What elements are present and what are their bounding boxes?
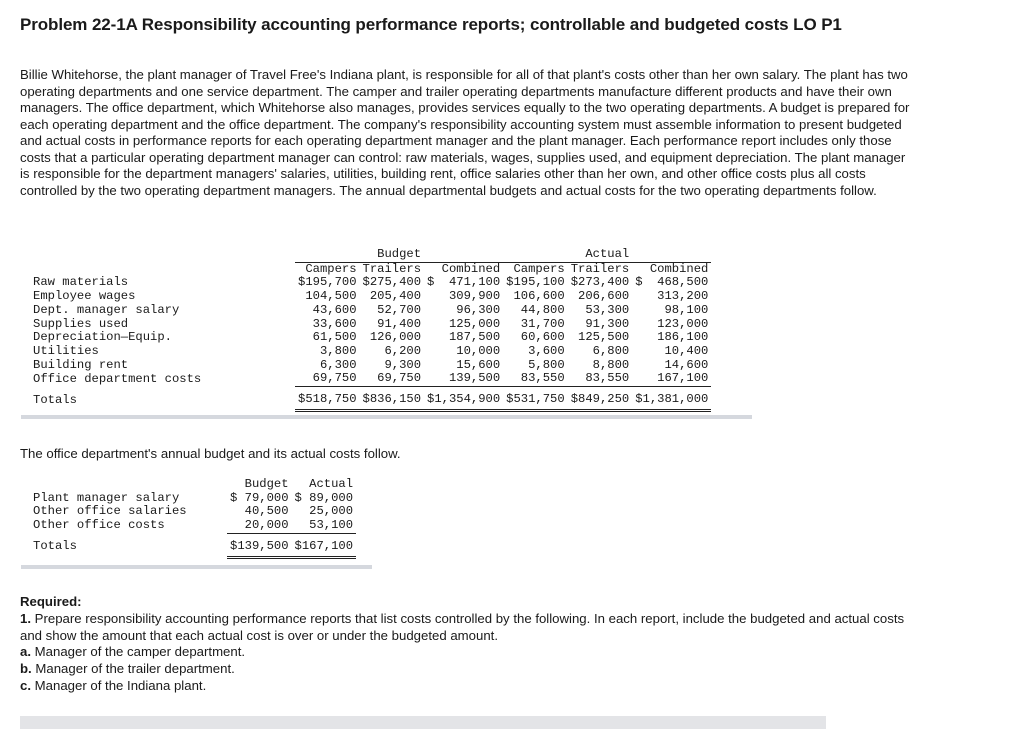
col-header: Budget (244, 477, 289, 491)
cell: 52,700 (377, 302, 422, 317)
cell: $195,700 (298, 275, 357, 290)
item-text: Prepare responsibility accounting performance reports that list costs controlled by the following. In each report, include the budgeted and actual costs and show the amount that each actual cost is over or under the budgeted amount. (20, 610, 905, 643)
cell: 9,300 (384, 357, 422, 372)
table-row (21, 359, 711, 373)
table-row (21, 505, 356, 519)
cell: $ 89,000 (294, 490, 354, 505)
cell: $531,750 (503, 387, 568, 411)
required-item-1 (20, 611, 920, 645)
row-label: Depreciation—Equip. (33, 330, 172, 345)
table-row (21, 304, 711, 318)
item-letter: c. (20, 677, 31, 693)
cell: 6,300 (319, 357, 357, 372)
totals-row (21, 387, 711, 411)
cell: 123,000 (657, 316, 709, 331)
table-group-header-row (21, 248, 711, 262)
required-heading: Required: (20, 594, 82, 609)
required-section (20, 594, 920, 695)
col-header: Campers (513, 261, 565, 276)
row-label: Raw materials (33, 275, 129, 290)
row-label: Totals (33, 392, 77, 407)
row-label: Office department costs (33, 371, 202, 386)
row-label: Dept. manager salary (33, 302, 180, 317)
table-row (21, 345, 711, 359)
row-label: Employee wages (33, 289, 136, 304)
row-label: Utilities (33, 343, 99, 358)
answer-area-bar (20, 716, 826, 729)
budget-group-header: Budget (295, 248, 503, 262)
cell: 69,750 (295, 372, 360, 386)
col-header: Combined (649, 261, 709, 276)
cell: 205,400 (369, 289, 422, 304)
cell: 61,500 (312, 330, 357, 345)
cell: 83,550 (503, 372, 568, 386)
required-item-c (20, 678, 920, 695)
table-row (21, 372, 711, 386)
cell: 104,500 (305, 289, 357, 304)
cell: $1,354,900 (424, 387, 503, 411)
row-label: Totals (33, 539, 77, 554)
col-header: Combined (441, 261, 501, 276)
col-header: Trailers (362, 261, 422, 276)
intro-paragraph: Billie Whitehorse, the plant manager of Travel Free's Indiana plant, is responsible for all of that plant's costs other than her own salary. The plant has two operating departments and one service department. The camper and trailer operating departments manufacture different products and have their own managers. The office department, which Whitehorse also manages, provides services equally to the two operating departments. A budget is prepared for each operating department and the office department. The company's responsibility accounting system must assemble information to present budgeted and actual costs in performance reports for each operating department manager and the plant manager. Each performance report includes only those costs that a particular operating department manager can control: raw materials, wages, supplies used, and equipment depreciation. The plant manager is responsible for the department managers' salaries, utilities, building rent, office salaries other than her own, and other office costs plus all costs controlled by the two operating department managers. The annual departmental budgets and actual costs for the two operating departments follow. (20, 67, 910, 198)
cell: 98,100 (664, 302, 709, 317)
cell: 53,100 (292, 519, 357, 533)
cell: 53,300 (585, 302, 630, 317)
office-costs-table (21, 478, 356, 559)
cell: 125,000 (448, 316, 501, 331)
actual-group-header: Actual (503, 248, 711, 262)
table-row (21, 276, 711, 290)
cell: $ 468,500 (635, 275, 709, 290)
cell: 126,000 (369, 330, 422, 345)
cell: $275,400 (362, 275, 422, 290)
cell: 44,800 (520, 302, 565, 317)
item-text: Manager of the camper department. (34, 644, 246, 660)
col-header: Actual (309, 477, 354, 491)
row-label: Plant manager salary (33, 490, 180, 505)
cell: $167,100 (292, 533, 357, 557)
cell: 8,800 (592, 357, 630, 372)
department-costs-table (21, 248, 711, 412)
cell: 25,000 (309, 504, 354, 519)
table-column-header-row (21, 262, 711, 276)
cell: 3,600 (528, 343, 565, 358)
cell: $139,500 (227, 533, 292, 557)
item-letter: a. (20, 644, 31, 660)
cell: 125,500 (578, 330, 630, 345)
cell: 91,400 (377, 316, 422, 331)
cell: 10,400 (664, 343, 709, 358)
cell: $849,250 (568, 387, 633, 411)
cell: 33,600 (312, 316, 357, 331)
required-item-a (20, 644, 920, 661)
cell: $ 471,100 (427, 275, 501, 290)
table-column-header-row (21, 478, 356, 492)
cell: 187,500 (448, 330, 501, 345)
cell: 167,100 (632, 372, 711, 386)
row-label: Supplies used (33, 316, 129, 331)
cell: 186,100 (657, 330, 709, 345)
item-letter: b. (20, 661, 32, 677)
cell: 10,000 (456, 343, 501, 358)
table-row (21, 519, 356, 533)
col-header: Trailers (570, 261, 630, 276)
cell: $ 79,000 (230, 490, 289, 505)
col-header: Campers (305, 261, 357, 276)
cell: 40,500 (244, 504, 289, 519)
cell: 96,300 (456, 302, 501, 317)
cell: $195,100 (506, 275, 565, 290)
row-label: Other office salaries (33, 504, 187, 519)
row-label: Other office costs (33, 518, 165, 533)
cell: 106,600 (513, 289, 565, 304)
row-label: Building rent (33, 357, 129, 372)
problem-title: Problem 22-1A Responsibility accounting performance reports; controllable and budgeted costs LO P1 (20, 15, 842, 34)
item-text: Manager of the trailer department. (35, 661, 235, 677)
table-row (21, 290, 711, 304)
totals-row (21, 533, 356, 557)
cell: 139,500 (424, 372, 503, 386)
item-number: 1. (20, 610, 31, 626)
cell: 5,800 (528, 357, 565, 372)
office-intro-text: The office department's annual budget and its actual costs follow. (20, 446, 401, 461)
cell: 309,900 (448, 289, 501, 304)
cell: $836,150 (360, 387, 425, 411)
cell: 69,750 (360, 372, 425, 386)
cell: 60,600 (520, 330, 565, 345)
table-row (21, 331, 711, 345)
required-item-b (20, 661, 920, 678)
cell: $518,750 (295, 387, 360, 411)
cell: $273,400 (570, 275, 630, 290)
cell: 206,600 (578, 289, 630, 304)
table-row (21, 492, 356, 506)
cell: 6,200 (384, 343, 422, 358)
cell: 83,550 (568, 372, 633, 386)
cell: $1,381,000 (632, 387, 711, 411)
cell: 14,600 (664, 357, 709, 372)
table-row (21, 318, 711, 332)
item-text: Manager of the Indiana plant. (34, 677, 207, 693)
cell: 3,800 (319, 343, 357, 358)
cell: 91,300 (585, 316, 630, 331)
cell: 43,600 (312, 302, 357, 317)
cell: 31,700 (520, 316, 565, 331)
cell: 20,000 (227, 519, 292, 533)
cell: 15,600 (456, 357, 501, 372)
cell: 6,800 (592, 343, 630, 358)
cell: 313,200 (657, 289, 709, 304)
